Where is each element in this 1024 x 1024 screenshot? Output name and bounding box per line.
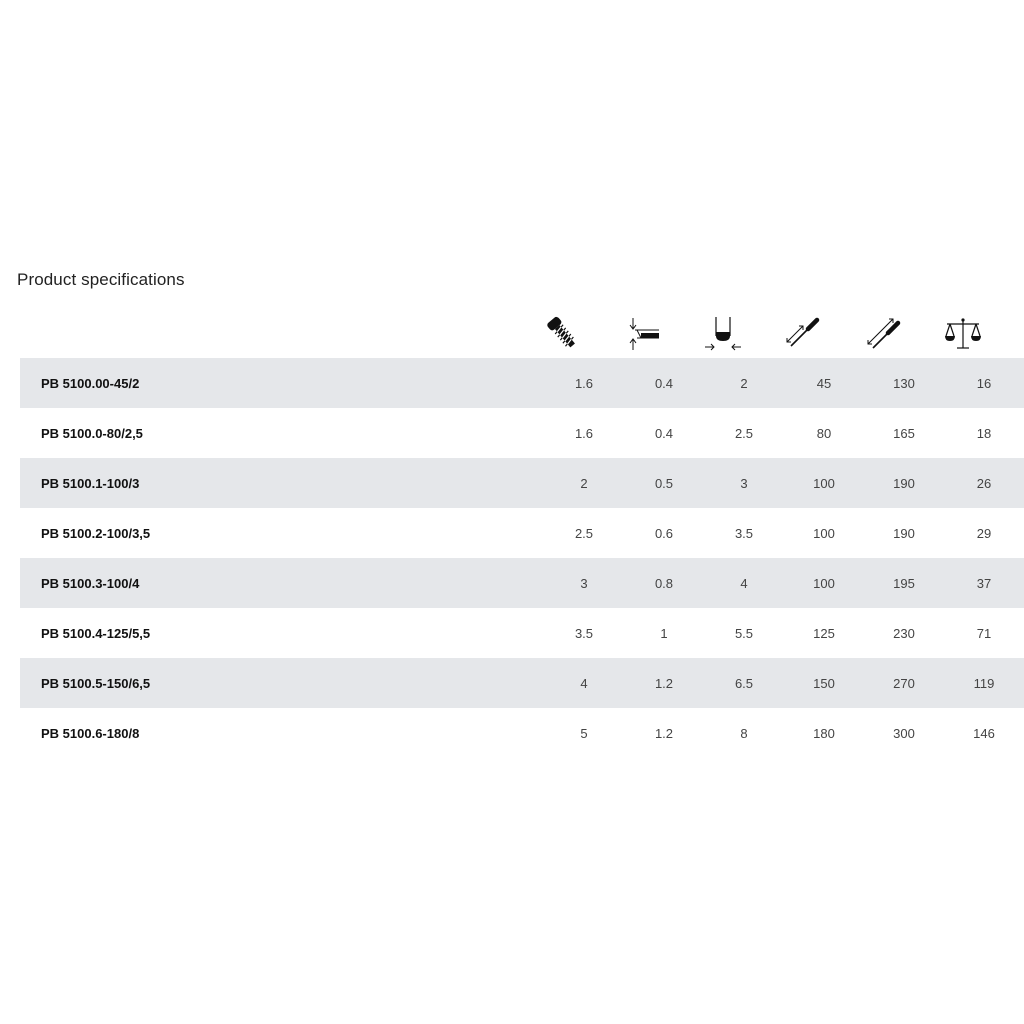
value-cell-blade-length: 125	[813, 625, 835, 641]
value-cell-screw-size: 3.5	[574, 625, 594, 641]
value-cell-blade-length: 100	[784, 558, 864, 608]
value-cell-overall-length: 190	[864, 458, 944, 508]
value-cell-blade-length: 80	[816, 425, 832, 441]
table-row	[20, 608, 1024, 658]
value-cell-blade-thickness: 0.6	[654, 525, 674, 541]
value-cell-overall-length: 130	[864, 358, 944, 408]
column-icon-row	[20, 312, 997, 356]
value-cell-weight-scale: 37	[944, 558, 1024, 608]
product-name-cell: PB 5100.0-80/2,5	[41, 425, 143, 441]
value-cell-weight-scale: 16	[944, 358, 1024, 408]
value-cell-blade-thickness: 1.2	[654, 725, 674, 741]
value-cell-blade-length: 180	[813, 725, 835, 741]
value-cell-weight-scale: 146	[973, 725, 995, 741]
value-cell-overall-length: 190	[893, 525, 915, 541]
table-row	[20, 458, 1024, 508]
value-cell-screw-size: 2.5	[574, 525, 594, 541]
value-cell-screw-size: 4	[544, 658, 624, 708]
value-cell-blade-thickness: 1.2	[624, 658, 704, 708]
value-cell-weight-scale: 29	[976, 525, 992, 541]
product-name-cell: PB 5100.2-100/3,5	[41, 525, 151, 541]
value-cell-weight-scale: 26	[944, 458, 1024, 508]
table-row	[20, 708, 1024, 758]
value-cell-blade-width: 2.5	[734, 425, 754, 441]
value-cell-blade-width: 3.5	[734, 525, 754, 541]
table-row	[20, 408, 1024, 458]
product-name-cell: PB 5100.6-180/8	[41, 725, 140, 741]
value-cell-blade-width: 2	[704, 358, 784, 408]
value-cell-overall-length: 230	[893, 625, 915, 641]
specs-table	[20, 358, 1024, 758]
table-row	[20, 558, 1024, 608]
value-cell-screw-size: 2	[544, 458, 624, 508]
value-cell-blade-length: 45	[784, 358, 864, 408]
value-cell-screw-size: 5	[580, 725, 588, 741]
overall-length-icon	[861, 312, 905, 356]
table-row	[20, 508, 1024, 558]
value-cell-blade-width: 8	[740, 725, 748, 741]
value-cell-weight-scale: 18	[976, 425, 992, 441]
weight-scale-icon	[941, 312, 985, 356]
product-name-cell: PB 5100.5-150/6,5	[20, 658, 544, 708]
value-cell-screw-size: 1.6	[574, 425, 594, 441]
value-cell-weight-scale: 71	[976, 625, 992, 641]
value-cell-blade-width: 5.5	[734, 625, 754, 641]
value-cell-overall-length: 270	[864, 658, 944, 708]
value-cell-screw-size: 1.6	[544, 358, 624, 408]
value-cell-blade-thickness: 0.4	[654, 425, 674, 441]
value-cell-overall-length: 300	[893, 725, 915, 741]
product-name-cell: PB 5100.00-45/2	[20, 358, 544, 408]
table-row	[20, 658, 1024, 708]
value-cell-blade-thickness: 1	[660, 625, 668, 641]
value-cell-weight-scale: 119	[944, 658, 1024, 708]
value-cell-overall-length: 195	[864, 558, 944, 608]
value-cell-blade-length: 100	[784, 458, 864, 508]
value-cell-blade-thickness: 0.5	[624, 458, 704, 508]
blade-width-icon	[701, 312, 745, 356]
page-title: Product specifications	[17, 270, 185, 289]
table-row	[20, 358, 1024, 408]
value-cell-overall-length: 165	[893, 425, 915, 441]
value-cell-blade-length: 150	[784, 658, 864, 708]
value-cell-blade-width: 3	[704, 458, 784, 508]
value-cell-blade-thickness: 0.8	[624, 558, 704, 608]
value-cell-screw-size: 3	[544, 558, 624, 608]
value-cell-blade-length: 100	[813, 525, 835, 541]
value-cell-blade-width: 4	[704, 558, 784, 608]
blade-thickness-icon	[621, 312, 665, 356]
product-name-cell: PB 5100.4-125/5,5	[41, 625, 151, 641]
blade-length-icon	[781, 312, 825, 356]
product-name-cell: PB 5100.1-100/3	[20, 458, 544, 508]
product-name-cell: PB 5100.3-100/4	[20, 558, 544, 608]
screw-size-icon	[541, 312, 585, 356]
value-cell-blade-width: 6.5	[704, 658, 784, 708]
value-cell-blade-thickness: 0.4	[624, 358, 704, 408]
